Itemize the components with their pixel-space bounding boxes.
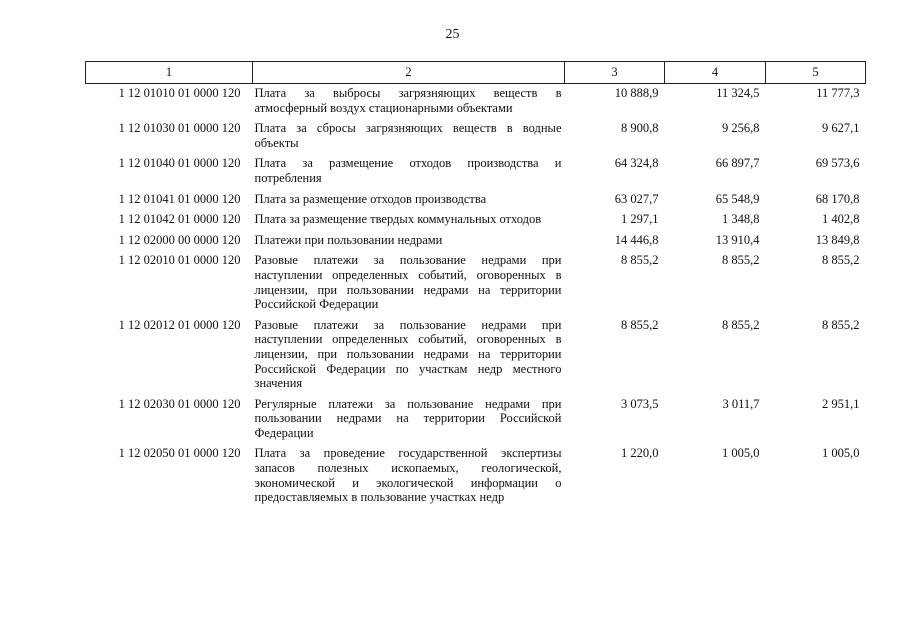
budget-revenue-table bbox=[85, 61, 866, 511]
row-code: 1 12 01040 01 0000 120 bbox=[118, 156, 241, 171]
row-value-3: 69 573,6 bbox=[815, 156, 860, 171]
table-row bbox=[86, 156, 866, 191]
row-value-1: 10 888,9 bbox=[614, 86, 659, 100]
table-row bbox=[86, 192, 866, 213]
row-name: Плата за размещение отходов производства bbox=[254, 191, 487, 206]
row-value-3: 1 402,8 bbox=[822, 212, 860, 227]
table-row bbox=[86, 318, 866, 397]
table-row bbox=[86, 84, 866, 122]
table-row bbox=[86, 233, 866, 254]
table-row bbox=[86, 121, 866, 156]
column-header-value-2: 4 bbox=[665, 62, 766, 84]
column-header-value-1: 3 bbox=[565, 62, 665, 84]
row-value-1: 63 027,7 bbox=[614, 191, 659, 206]
row-value-1: 8 855,2 bbox=[621, 317, 659, 332]
row-value-1: 1 220,0 bbox=[621, 446, 659, 461]
row-value-3: 8 855,2 bbox=[822, 253, 860, 268]
row-value-1: 8 900,8 bbox=[621, 121, 659, 136]
row-name: Плата за проведение государственной экспертизы запасов полезных ископаемых, геологической, экономической и экологической информации о предоставляемых в пользование участках недр bbox=[254, 446, 562, 505]
row-value-3: 13 849,8 bbox=[815, 232, 860, 247]
column-header-value-3: 5 bbox=[766, 62, 866, 84]
row-value-3: 9 627,1 bbox=[822, 121, 860, 136]
table-row bbox=[86, 253, 866, 317]
row-value-3: 68 170,8 bbox=[815, 191, 860, 206]
row-value-2: 11 324,5 bbox=[716, 86, 760, 100]
row-name: Плата за размещение твердых коммунальных отходов bbox=[254, 212, 542, 227]
row-value-2: 9 256,8 bbox=[722, 121, 760, 136]
row-value-3: 11 777,3 bbox=[816, 86, 860, 100]
row-value-1: 8 855,2 bbox=[621, 253, 659, 268]
row-code: 1 12 02000 00 0000 120 bbox=[118, 232, 241, 247]
row-code: 1 12 02010 01 0000 120 bbox=[118, 253, 241, 268]
row-value-2: 13 910,4 bbox=[715, 232, 760, 247]
row-value-2: 65 548,9 bbox=[715, 191, 760, 206]
table-row bbox=[86, 446, 866, 510]
row-name: Разовые платежи за пользование недрами при наступлении определенных событий, оговоренных в лицензии, при пользовании недрами на территории Российской Федерации по участкам недр местного значения bbox=[254, 317, 562, 391]
row-code: 1 12 01030 01 0000 120 bbox=[118, 121, 241, 136]
table-header-row bbox=[86, 62, 866, 84]
column-header-name: 2 bbox=[253, 62, 565, 84]
row-value-2: 1 005,0 bbox=[722, 446, 760, 461]
row-code: 1 12 01010 01 0000 120 bbox=[118, 86, 241, 100]
row-value-1: 1 297,1 bbox=[621, 212, 659, 227]
table-row bbox=[86, 212, 866, 233]
row-value-1: 3 073,5 bbox=[621, 396, 659, 411]
row-code: 1 12 01041 01 0000 120 bbox=[118, 191, 241, 206]
row-value-3: 1 005,0 bbox=[822, 446, 860, 461]
row-name: Плата за размещение отходов производства и потребления bbox=[254, 156, 562, 185]
row-name: Платежи при пользовании недрами bbox=[254, 232, 443, 247]
table-row bbox=[86, 397, 866, 447]
row-code: 1 12 01042 01 0000 120 bbox=[118, 212, 241, 227]
row-value-1: 64 324,8 bbox=[614, 156, 659, 171]
row-value-2: 66 897,7 bbox=[715, 156, 760, 171]
row-name: Плата за выбросы загрязняющих веществ в атмосферный воздух стационарными объектами bbox=[254, 86, 562, 115]
row-value-3: 2 951,1 bbox=[822, 396, 860, 411]
row-value-1: 14 446,8 bbox=[614, 232, 659, 247]
row-value-2: 8 855,2 bbox=[722, 317, 760, 332]
row-name: Регулярные платежи за пользование недрами при пользовании недрами на территории Российской Федерации bbox=[254, 396, 562, 440]
page-number: 25 bbox=[445, 27, 460, 42]
row-value-2: 3 011,7 bbox=[722, 396, 760, 411]
row-name: Плата за сбросы загрязняющих веществ в водные объекты bbox=[254, 121, 562, 150]
row-value-2: 1 348,8 bbox=[722, 212, 760, 227]
row-code: 1 12 02050 01 0000 120 bbox=[118, 446, 241, 461]
row-value-2: 8 855,2 bbox=[722, 253, 760, 268]
row-code: 1 12 02030 01 0000 120 bbox=[118, 396, 241, 411]
row-name: Разовые платежи за пользование недрами при наступлении определенных событий, оговоренных в лицензии, при пользовании недрами на территории Российской Федерации bbox=[254, 253, 562, 312]
row-code: 1 12 02012 01 0000 120 bbox=[118, 317, 241, 332]
row-value-3: 8 855,2 bbox=[822, 317, 860, 332]
column-header-code: 1 bbox=[86, 62, 253, 84]
